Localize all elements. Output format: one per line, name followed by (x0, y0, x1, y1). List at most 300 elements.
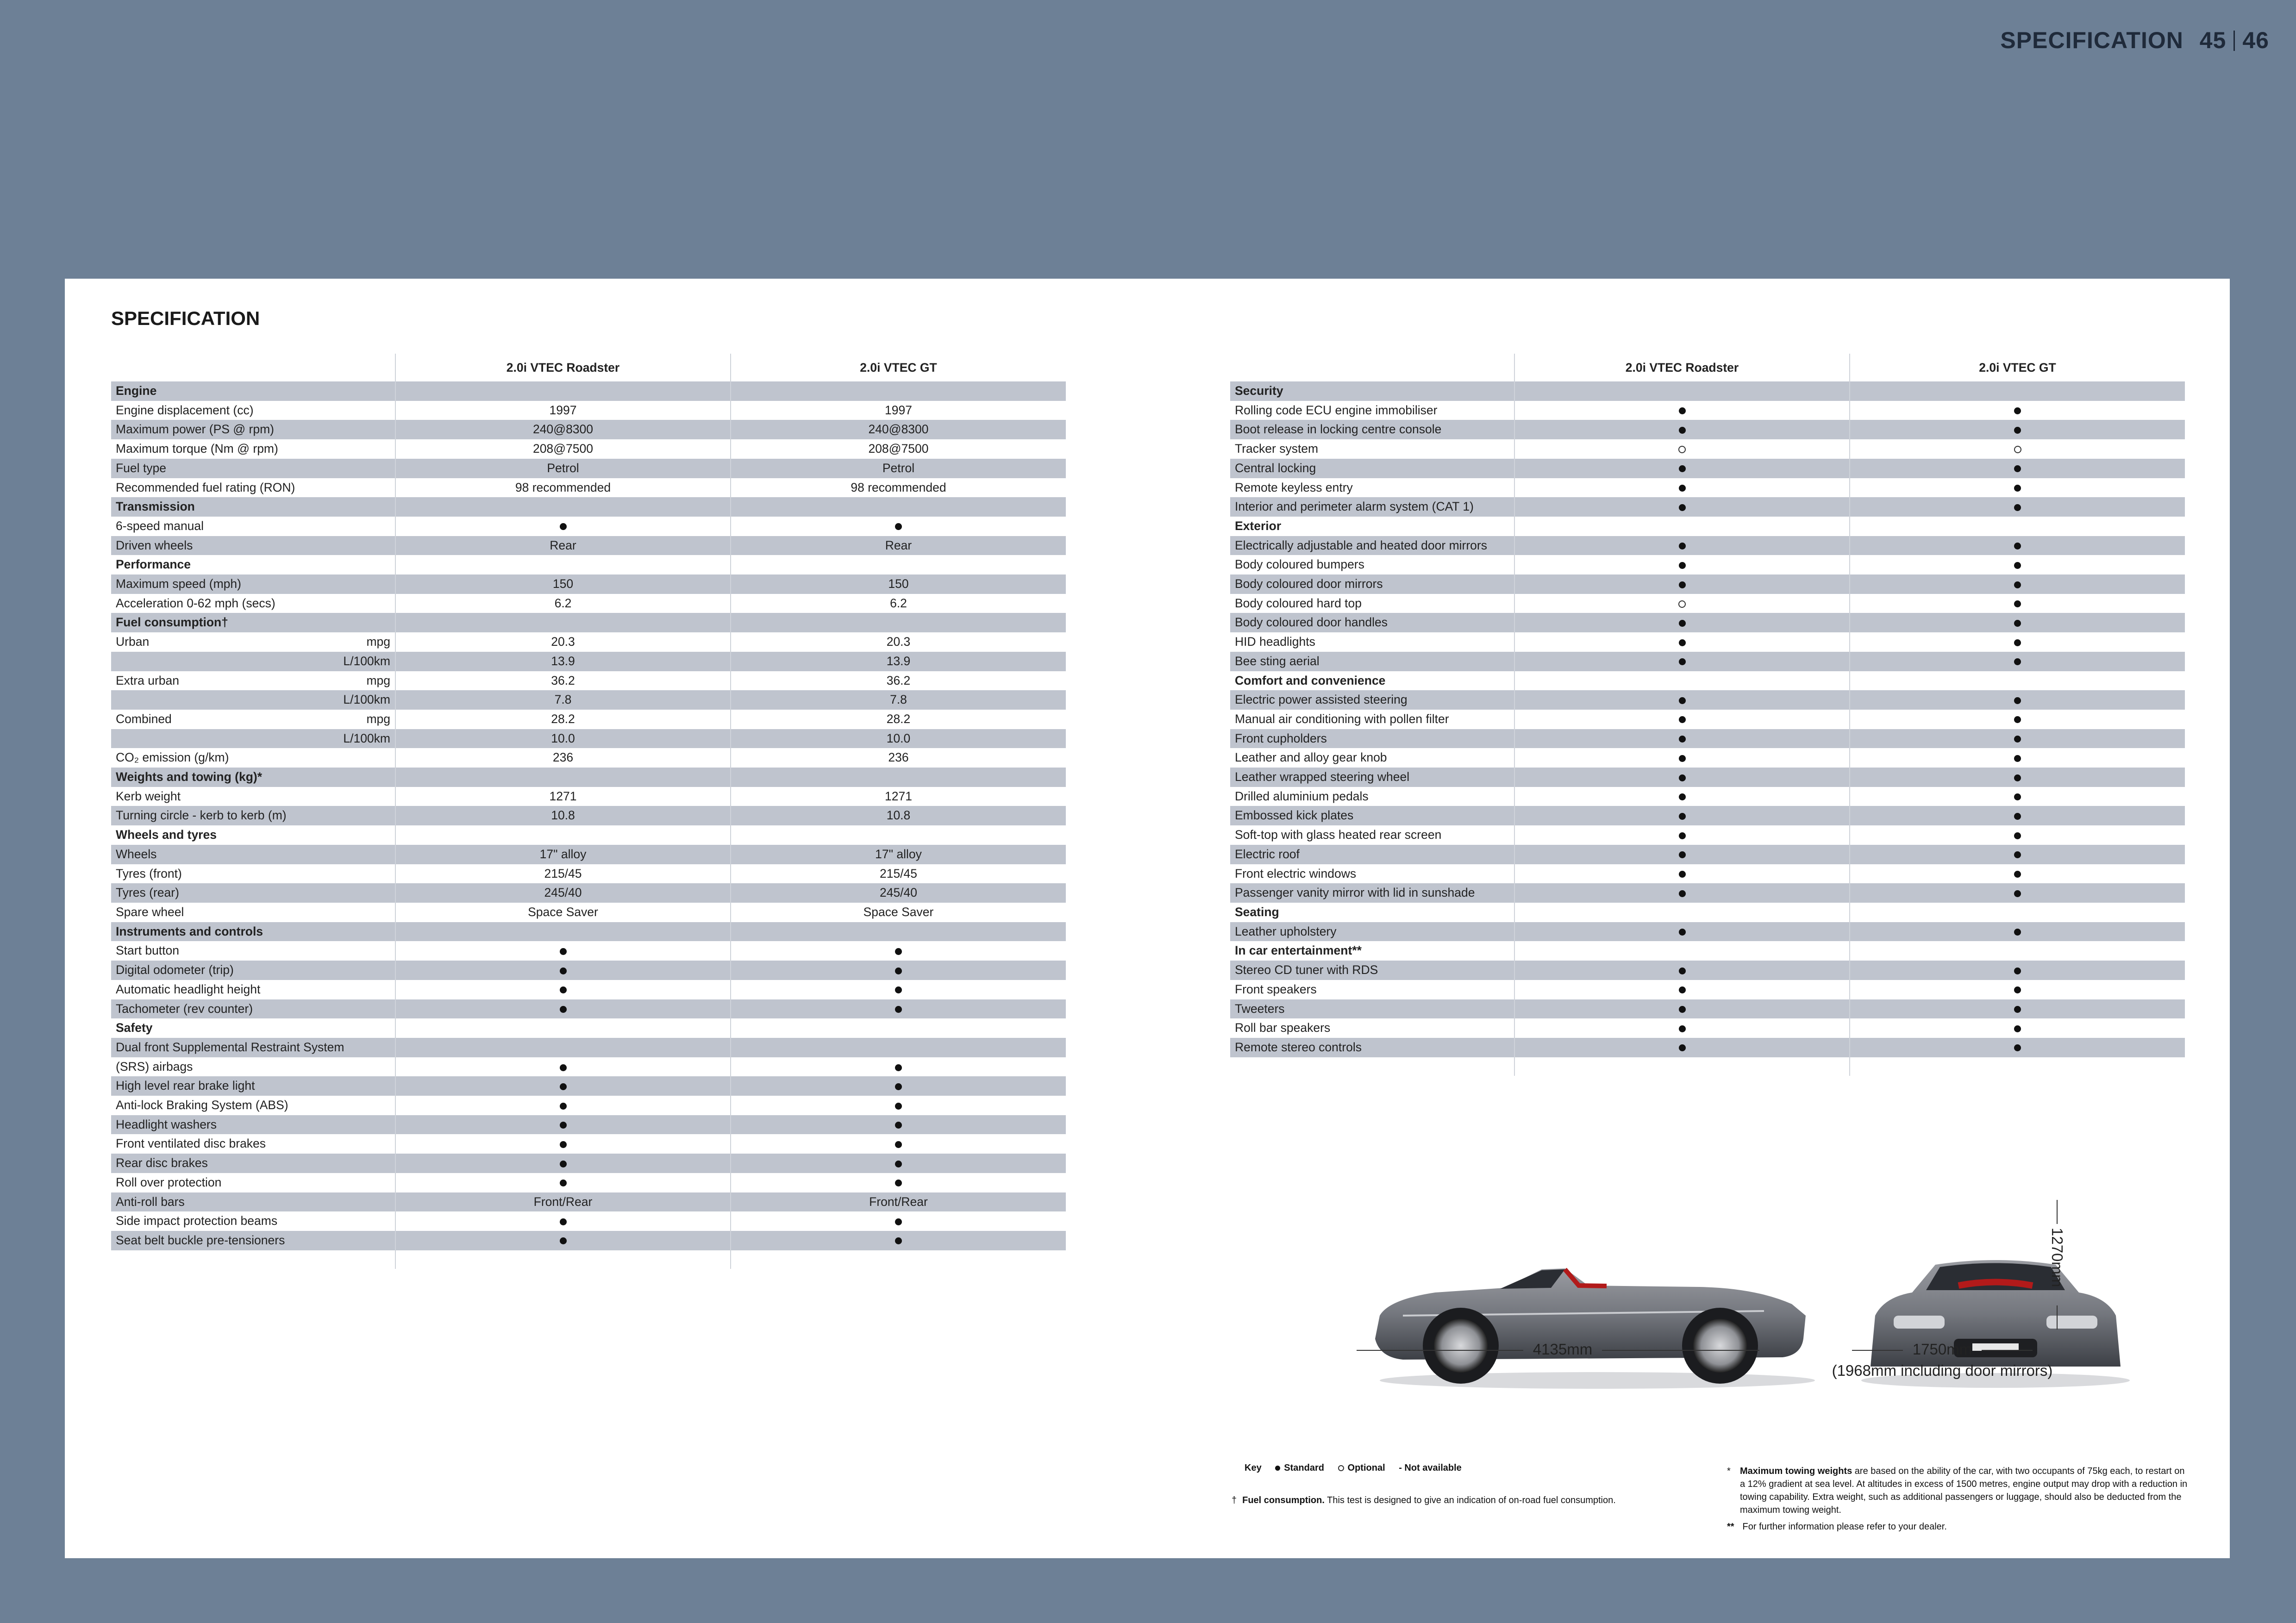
section-heading-row (111, 825, 1066, 845)
table-row (1230, 1018, 2185, 1038)
spacer-cell (1850, 1057, 2185, 1076)
value-roadster: 6.2 (395, 594, 731, 613)
standard-dot-icon (895, 968, 902, 974)
table-row (1230, 729, 2185, 749)
section-heading: Fuel consumption† (111, 613, 395, 632)
standard-dot-icon (2014, 755, 2021, 762)
value-gt (731, 1231, 1066, 1250)
value-roadster (1514, 497, 1850, 517)
column-header-gt: 2.0i VTEC GT (731, 354, 1066, 381)
table-row (111, 478, 1066, 498)
row-label: Interior and perimeter alarm system (CAT 1) (1230, 497, 1514, 517)
table-row (111, 420, 1066, 439)
value-gt: 236 (731, 748, 1066, 768)
table-row (111, 729, 1066, 749)
row-label: Rolling code ECU engine immobiliser (1235, 403, 1438, 417)
table-row (1230, 632, 2185, 652)
footnotes-right (1727, 1465, 2190, 1537)
section-heading: Performance (116, 557, 191, 572)
table-row (1230, 999, 2185, 1019)
value-gt (731, 1018, 1066, 1038)
row-label: Anti-lock Braking System (ABS) (116, 1098, 288, 1112)
value-roadster (1514, 459, 1850, 478)
standard-dot-icon (2014, 600, 2021, 607)
row-label: Wheels (111, 845, 395, 864)
value-roadster (1514, 671, 1850, 691)
row-label: Rear disc brakes (111, 1154, 395, 1173)
length-dimension-line-right (1602, 1350, 1759, 1351)
table-row (111, 1134, 1066, 1154)
standard-dot-icon (1679, 929, 1686, 936)
value-gt: 215/45 (731, 864, 1066, 884)
row-unit: mpg (366, 673, 390, 687)
value-gt: 10.8 (731, 806, 1066, 825)
standard-dot-icon (1679, 543, 1686, 549)
row-label: Tweeters (1230, 999, 1514, 1019)
value-roadster (395, 1173, 731, 1192)
standard-dot-icon (2014, 427, 2021, 434)
table-row (1230, 439, 2185, 459)
standard-dot-icon (1679, 716, 1686, 723)
value-gt: 150 (731, 574, 1066, 594)
row-label (111, 671, 395, 691)
width-dimension-line-left (1852, 1350, 1903, 1351)
standard-dot-icon (1679, 620, 1686, 627)
row-label: Electric roof (1230, 845, 1514, 864)
value-gt (1850, 806, 2185, 825)
row-label: Embossed kick plates (1230, 806, 1514, 825)
footnote-fuel-bold: Fuel consumption. (1242, 1495, 1325, 1505)
standard-dot-icon (895, 1141, 902, 1148)
value-gt (731, 1096, 1066, 1115)
standard-dot-icon (895, 1064, 902, 1071)
height-dimension-line-top (2057, 1200, 2058, 1224)
spacer-cell (395, 1250, 731, 1269)
table-row (111, 1154, 1066, 1173)
table-row (1230, 710, 2185, 729)
table-row (111, 1192, 1066, 1212)
value-roadster (1514, 420, 1850, 439)
value-roadster (1514, 768, 1850, 787)
value-roadster: 13.9 (395, 652, 731, 671)
row-label: Front speakers (1235, 982, 1317, 996)
section-heading: Security (1230, 381, 1514, 401)
page-separator (2233, 31, 2235, 51)
row-unit: L/100km (343, 654, 390, 668)
standard-dot-icon (1679, 851, 1686, 858)
value-roadster (395, 1038, 731, 1057)
page-header (2000, 27, 2269, 54)
standard-dot-icon (2014, 871, 2021, 878)
value-gt (1850, 768, 2185, 787)
footnote-towing (1727, 1465, 2190, 1517)
row-label: Spare wheel (116, 905, 184, 919)
table-row (1230, 401, 2185, 420)
table-row (1230, 555, 2185, 574)
value-roadster: 245/40 (395, 883, 731, 903)
value-roadster (1514, 1038, 1850, 1057)
row-label (111, 729, 395, 749)
standard-dot-icon (895, 948, 902, 955)
value-roadster: 28.2 (395, 710, 731, 729)
value-roadster (395, 1115, 731, 1135)
header-title: SPECIFICATION (2000, 27, 2183, 53)
page-number-left: 45 (2199, 27, 2227, 53)
row-label: Acceleration 0-62 mph (secs) (116, 596, 275, 610)
standard-dot-icon (1679, 832, 1686, 839)
standard-dot-icon (2014, 1025, 2021, 1032)
width-dimension: 1750mm (1912, 1341, 1972, 1358)
value-gt (1850, 903, 2185, 922)
standard-dot-icon (560, 523, 567, 530)
standard-dot-icon (895, 1161, 902, 1167)
value-gt (1850, 922, 2185, 942)
value-gt (1850, 439, 2185, 459)
value-gt (1850, 1018, 2185, 1038)
table-row (111, 1115, 1066, 1135)
row-label: Body coloured bumpers (1235, 557, 1364, 572)
section-heading-row (1230, 517, 2185, 536)
standard-dot-icon (560, 986, 567, 993)
table-row (111, 401, 1066, 420)
row-label: Anti-roll bars (111, 1192, 395, 1212)
value-roadster (395, 613, 731, 632)
table-row (111, 459, 1066, 478)
table-row (111, 1173, 1066, 1192)
footnote-towing-mark: * (1727, 1466, 1731, 1476)
spec-sheet (65, 279, 2230, 1558)
value-roadster: 240@8300 (395, 420, 731, 439)
value-roadster (395, 381, 731, 401)
value-gt (731, 1134, 1066, 1154)
section-heading-row (111, 497, 1066, 517)
row-label: Front electric windows (1235, 866, 1357, 880)
value-roadster (395, 1211, 731, 1231)
optional-circle-icon (1338, 1465, 1344, 1471)
row-label: Digital odometer (trip) (111, 961, 395, 980)
value-roadster (1514, 961, 1850, 980)
standard-dot-icon (1679, 562, 1686, 569)
value-roadster: 208@7500 (395, 439, 731, 459)
row-label: Bee sting aerial (1230, 652, 1514, 671)
value-gt: Space Saver (731, 903, 1066, 922)
row-label-text: Urban (116, 635, 150, 649)
value-gt (1850, 845, 2185, 864)
section-heading: Seating (1235, 905, 1279, 919)
table-row (111, 845, 1066, 864)
row-label: Turning circle - kerb to kerb (m) (111, 806, 395, 825)
value-gt: 10.0 (731, 729, 1066, 749)
row-label: Maximum power (PS @ rpm) (111, 420, 395, 439)
standard-dot-icon (560, 1122, 567, 1129)
standard-dot-icon (2014, 562, 2021, 569)
standard-dot-icon (895, 1180, 902, 1186)
value-roadster (1514, 517, 1850, 536)
section-heading: Safety (116, 1021, 153, 1035)
standard-dot-icon (2014, 890, 2021, 897)
value-roadster (1514, 652, 1850, 671)
standard-dot-icon (2014, 736, 2021, 743)
standard-dot-icon (1679, 639, 1686, 646)
section-heading: Transmission (111, 497, 395, 517)
section-heading-row (111, 381, 1066, 401)
row-label: Tyres (rear) (111, 883, 395, 903)
row-label (111, 652, 395, 671)
table-row (1230, 883, 2185, 903)
table-row (1230, 594, 2185, 613)
value-gt (1850, 401, 2185, 420)
legend-key (1245, 1463, 1462, 1473)
standard-dot-icon (560, 1218, 567, 1225)
section-heading: Instruments and controls (111, 922, 395, 942)
standard-dot-icon (2014, 620, 2021, 627)
value-roadster (1514, 864, 1850, 884)
table-end-spacer (1230, 1057, 2185, 1076)
standard-dot-icon (895, 986, 902, 993)
section-title: SPECIFICATION (111, 307, 260, 329)
value-roadster (395, 980, 731, 999)
value-roadster: Rear (395, 536, 731, 556)
value-roadster (395, 555, 731, 574)
car-side-view-image (1347, 1200, 1833, 1394)
table-row (1230, 845, 2185, 864)
table-row (1230, 652, 2185, 671)
section-heading-row (111, 613, 1066, 632)
value-roadster: 10.0 (395, 729, 731, 749)
row-label: Passenger vanity mirror with lid in sunshade (1230, 883, 1514, 903)
standard-dot-icon (2014, 929, 2021, 936)
footnote-dealer-text: For further information please refer to your dealer. (1740, 1522, 1947, 1532)
value-gt (1850, 420, 2185, 439)
value-roadster (1514, 401, 1850, 420)
standard-dot-icon (895, 1083, 902, 1090)
standard-dot-icon (1679, 427, 1686, 434)
table-row (1230, 961, 2185, 980)
value-roadster: 98 recommended (395, 478, 731, 498)
spacer-cell (1514, 1057, 1850, 1076)
standard-dot-icon (1679, 658, 1686, 665)
standard-dot-icon (1679, 1006, 1686, 1013)
table-row (111, 710, 1066, 729)
value-roadster (1514, 748, 1850, 768)
label-column-header (1230, 354, 1514, 381)
value-gt (1850, 1038, 2185, 1057)
value-gt: 1997 (731, 401, 1066, 420)
section-heading: Weights and towing (kg)* (111, 768, 395, 787)
table-row (111, 903, 1066, 922)
table-row (111, 517, 1066, 536)
section-heading-row (111, 555, 1066, 574)
table-row (111, 536, 1066, 556)
table-row (1230, 864, 2185, 884)
value-gt: Front/Rear (731, 1192, 1066, 1212)
row-label: Leather upholstery (1230, 922, 1514, 942)
value-gt: 240@8300 (731, 420, 1066, 439)
standard-dot-icon (2014, 1006, 2021, 1013)
value-gt (731, 1057, 1066, 1077)
value-gt: Petrol (731, 459, 1066, 478)
standard-dot-icon (1275, 1466, 1280, 1471)
table-row (1230, 459, 2185, 478)
table-row (1230, 478, 2185, 498)
value-roadster (1514, 883, 1850, 903)
standard-dot-icon (1679, 1025, 1686, 1032)
value-roadster (1514, 806, 1850, 825)
value-gt: 245/40 (731, 883, 1066, 903)
section-heading: Engine (111, 381, 395, 401)
row-label: Boot release in locking centre console (1230, 420, 1514, 439)
value-roadster (1514, 999, 1850, 1019)
section-heading-row (1230, 941, 2185, 961)
value-roadster (1514, 594, 1850, 613)
value-gt (731, 922, 1066, 942)
height-dimension-line-bottom (2057, 1305, 2058, 1330)
key-label: Key (1245, 1463, 1262, 1473)
table-row (111, 748, 1066, 768)
standard-dot-icon (560, 1103, 567, 1110)
standard-dot-icon (560, 1083, 567, 1090)
standard-dot-icon (2014, 581, 2021, 588)
table-header-row (1230, 354, 2185, 381)
value-roadster (395, 768, 731, 787)
standard-dot-icon (2014, 504, 2021, 511)
key-optional: Optional (1347, 1463, 1385, 1473)
value-gt (731, 381, 1066, 401)
value-roadster (1514, 787, 1850, 806)
value-gt (731, 555, 1066, 574)
value-gt: 208@7500 (731, 439, 1066, 459)
key-standard: Standard (1284, 1463, 1324, 1473)
value-roadster (1514, 439, 1850, 459)
standard-dot-icon (2014, 485, 2021, 492)
table-row (1230, 825, 2185, 845)
standard-dot-icon (1679, 813, 1686, 820)
row-label: Body coloured door mirrors (1230, 574, 1514, 594)
row-unit: mpg (366, 635, 390, 649)
value-roadster (395, 922, 731, 942)
value-gt (1850, 536, 2185, 556)
value-roadster (1514, 1018, 1850, 1038)
value-roadster (1514, 825, 1850, 845)
section-heading: Wheels and tyres (116, 828, 217, 842)
standard-dot-icon (1679, 504, 1686, 511)
value-roadster: 215/45 (395, 864, 731, 884)
table-row (111, 1038, 1066, 1057)
section-heading-row (1230, 671, 2185, 691)
table-row (1230, 420, 2185, 439)
standard-dot-icon (895, 1218, 902, 1225)
table-end-spacer (111, 1250, 1066, 1269)
key-not-available: - Not available (1399, 1463, 1462, 1473)
row-label: Body coloured door handles (1230, 613, 1514, 632)
table-row (111, 690, 1066, 710)
row-label: Automatic headlight height (116, 982, 261, 996)
value-gt: 6.2 (731, 594, 1066, 613)
row-label: Side impact protection beams (116, 1214, 278, 1228)
value-gt (1850, 787, 2185, 806)
standard-dot-icon (2014, 465, 2021, 472)
value-roadster (395, 999, 731, 1019)
value-gt (1850, 864, 2185, 884)
row-label: Stereo CD tuner with RDS (1230, 961, 1514, 980)
value-gt (1850, 883, 2185, 903)
standard-dot-icon (2014, 968, 2021, 974)
value-gt (731, 999, 1066, 1019)
row-label (111, 690, 395, 710)
value-roadster: Space Saver (395, 903, 731, 922)
value-gt (731, 1115, 1066, 1135)
standard-dot-icon (560, 968, 567, 974)
row-label: Roll bar speakers (1235, 1021, 1331, 1035)
section-heading: Exterior (1235, 518, 1282, 533)
row-label: Seat belt buckle pre-tensioners (111, 1231, 395, 1250)
value-gt (1850, 652, 2185, 671)
table-row (111, 961, 1066, 980)
footnote-dealer (1727, 1520, 2190, 1533)
value-roadster (1514, 690, 1850, 710)
label-column-header (111, 354, 395, 381)
table-row (1230, 613, 2185, 632)
spacer-cell (1230, 1057, 1514, 1076)
value-gt (731, 1038, 1066, 1057)
table-row (1230, 980, 2185, 999)
row-unit: L/100km (343, 693, 390, 707)
standard-dot-icon (895, 1006, 902, 1013)
standard-dot-icon (1679, 1044, 1686, 1051)
value-gt: 1271 (731, 787, 1066, 806)
row-label: Electric power assisted steering (1230, 690, 1514, 710)
row-label-text: Combined (116, 712, 172, 726)
value-roadster (395, 1018, 731, 1038)
value-roadster: 150 (395, 574, 731, 594)
spacer-cell (111, 1250, 395, 1269)
table-row (1230, 497, 2185, 517)
value-gt (1850, 825, 2185, 845)
value-gt (731, 517, 1066, 536)
value-gt (731, 1154, 1066, 1173)
table-row (111, 439, 1066, 459)
value-gt (1850, 671, 2185, 691)
row-label: Kerb weight (116, 789, 181, 803)
value-roadster (395, 1057, 731, 1077)
table-row (111, 594, 1066, 613)
value-gt: 36.2 (731, 671, 1066, 691)
value-gt: 98 recommended (731, 478, 1066, 498)
row-label: Manual air conditioning with pollen filter (1235, 712, 1449, 726)
value-roadster (395, 517, 731, 536)
value-roadster: 236 (395, 748, 731, 768)
value-roadster (1514, 536, 1850, 556)
row-label: Fuel type (111, 459, 395, 478)
value-roadster (1514, 903, 1850, 922)
value-gt (731, 613, 1066, 632)
table-row (1230, 1038, 2185, 1057)
value-gt (1850, 574, 2185, 594)
section-heading-row (111, 1018, 1066, 1038)
value-gt (731, 980, 1066, 999)
row-unit: L/100km (343, 731, 390, 745)
optional-circle-icon (2014, 446, 2021, 453)
row-label: Drilled aluminium pedals (1235, 789, 1369, 803)
section-heading-row (1230, 903, 2185, 922)
value-gt (731, 768, 1066, 787)
row-label: Body coloured hard top (1235, 596, 1362, 610)
value-roadster (1514, 922, 1850, 942)
optional-circle-icon (1678, 600, 1686, 608)
value-roadster: Petrol (395, 459, 731, 478)
value-roadster: 10.8 (395, 806, 731, 825)
table-row (111, 671, 1066, 691)
